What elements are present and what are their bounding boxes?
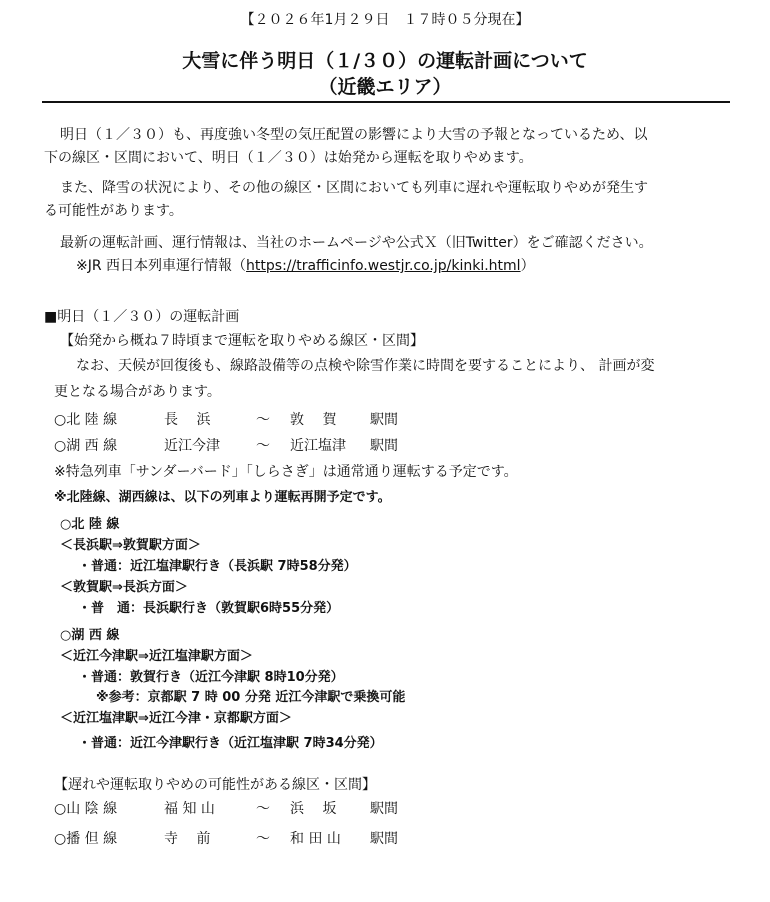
- section-sep: ～: [256, 831, 270, 847]
- kosei-reference: ※参考：京都駅 7 時 00 分発 近江今津駅で乗換可能: [96, 690, 406, 705]
- hokuriku-direction-2: ＜敦賀駅⇒長浜方面＞: [60, 580, 188, 595]
- suspended-section-hokuriku: [54, 410, 398, 430]
- plan-note-line-2: 更となる場合があります。: [54, 384, 221, 400]
- section-line: ○山 陰 線: [54, 801, 118, 817]
- plan-note-line-1: なお、天候が回復後も、線路設備等の点検や除雪作業に時間を要することにより、 計画が変: [76, 358, 655, 374]
- timestamp-header: 【２０２６年1月２９日 １７時０５分現在】: [240, 12, 530, 28]
- suspended-section-kosei: [54, 436, 398, 456]
- intro-paragraph-3-line-1: 最新の運転計画、運行情報は、当社のホームページや公式Ｘ（旧Twitter）をご確認ください。: [60, 235, 653, 251]
- section-to: 浜 坂: [290, 801, 337, 817]
- possible-delay-subheading: 【遅れや運転取りやめの可能性がある線区・区間】: [54, 777, 376, 793]
- express-note: ※特急列車「サンダーバード」「しらさぎ」は通常通り運転する予定です。: [54, 464, 518, 480]
- section-suffix: 駅間: [370, 412, 398, 428]
- hokuriku-direction-1: ＜長浜駅⇒敦賀駅方面＞: [60, 538, 201, 553]
- section-line: ○播 但 線: [54, 831, 118, 847]
- section-sep: ～: [256, 438, 270, 454]
- title-divider: [42, 101, 730, 103]
- section-to: 敦 賀: [290, 412, 337, 428]
- resume-note: ※北陸線、湖西線は、以下の列車より運転再開予定です。: [54, 490, 391, 505]
- section-sep: ～: [256, 412, 270, 428]
- section-suffix: 駅間: [370, 831, 398, 847]
- link-prefix: ※JR 西日本列車運行情報（: [76, 258, 247, 274]
- possible-section-sanin: [54, 799, 398, 819]
- page-title: 大雪に伴う明日（１/３０）の運転計画について: [182, 50, 588, 72]
- intro-paragraph-1-line-2: 下の線区・区間において、明日（１／３０）は始発から運転を取りやめます。: [44, 150, 533, 166]
- kosei-direction-2: ＜近江塩津駅⇒近江今津・京都駅方面＞: [60, 711, 292, 726]
- kosei-train-2: ・普通：近江今津駅行き（近江塩津駅 7時34分発）: [78, 736, 383, 751]
- traffic-info-link[interactable]: https://trafficinfo.westjr.co.jp/kinki.html: [246, 258, 521, 274]
- page-subtitle: （近畿エリア）: [318, 76, 452, 98]
- possible-section-bantan: [54, 829, 398, 849]
- link-suffix: ）: [520, 258, 535, 274]
- intro-paragraph-1-line-1: 明日（１／３０）も、再度強い冬型の気圧配置の影響により大雪の予報となっているため、以: [60, 127, 648, 143]
- section-from: 近江今津: [164, 438, 220, 454]
- section-from: 寺 前: [164, 831, 211, 847]
- suspended-subheading: 【始発から概ね７時頃まで運転を取りやめる線区・区間】: [60, 333, 424, 349]
- hokuriku-train-1: ・普通：近江塩津駅行き（長浜駅 7時58分発）: [78, 559, 357, 574]
- section-suffix: 駅間: [370, 438, 398, 454]
- section-from: 長 浜: [164, 412, 211, 428]
- section-from: 福 知 山: [164, 801, 215, 817]
- kosei-title: ○湖 西 線: [60, 628, 120, 643]
- intro-paragraph-2-line-1: また、降雪の状況により、その他の線区・区間においても列車に遅れや運転取りやめが発生す: [60, 180, 648, 196]
- intro-paragraph-3-line-2: [76, 256, 535, 276]
- kosei-direction-1: ＜近江今津駅⇒近江塩津駅方面＞: [60, 649, 253, 664]
- hokuriku-title: ○北 陸 線: [60, 517, 120, 532]
- section-line: ○北 陸 線: [54, 412, 118, 428]
- section-to: 近江塩津: [290, 438, 346, 454]
- kosei-train-1: ・普通：敦賀行き（近江今津駅 8時10分発）: [78, 670, 344, 685]
- section-sep: ～: [256, 801, 270, 817]
- intro-paragraph-2-line-2: る可能性があります。: [44, 203, 183, 219]
- section-line: ○湖 西 線: [54, 438, 118, 454]
- hokuriku-train-2: ・普 通：長浜駅行き（敦賀駅6時55分発）: [78, 601, 340, 616]
- plan-heading: ■明日（１／３０）の運転計画: [44, 309, 240, 325]
- section-suffix: 駅間: [370, 801, 398, 817]
- section-to: 和 田 山: [290, 831, 341, 847]
